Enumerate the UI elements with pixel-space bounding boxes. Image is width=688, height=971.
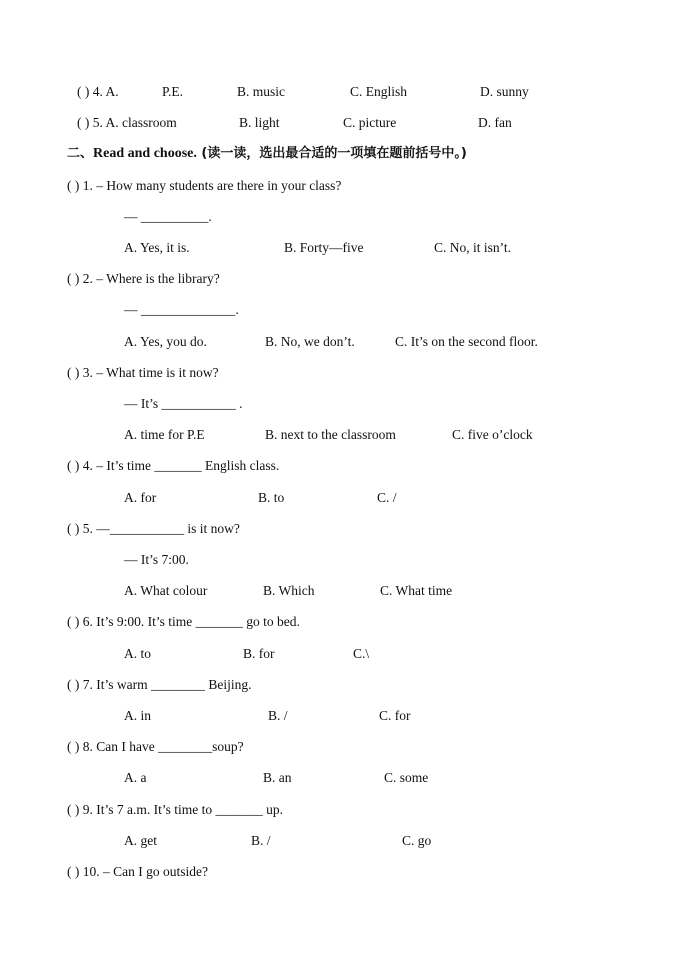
p1-q5-option-b: B. light: [239, 115, 280, 130]
q2-option-b: B. No, we don’t.: [265, 334, 355, 349]
q8-stem: ( ) 8. Can I have ________soup?: [67, 739, 244, 754]
section-2-heading: [67, 145, 467, 163]
q1-option-c: C. No, it isn’t.: [434, 240, 512, 255]
q3-option-c: C. five o’clock: [452, 427, 533, 442]
q3-answer-line: — It’s ___________ .: [124, 396, 243, 411]
p1-q4-option-a: P.E.: [162, 84, 184, 99]
p1-q5-number: ( ) 5. A. classroom: [77, 115, 177, 130]
q2-answer-line: — ______________.: [124, 302, 239, 317]
q9-option-a: A. get: [124, 833, 157, 848]
q2-option-c: C. It’s on the second floor.: [395, 334, 538, 349]
p1-q4-option-c: C. English: [350, 84, 408, 99]
q9-stem: ( ) 9. It’s 7 a.m. It’s time to _______ up.: [67, 802, 283, 817]
p1-q5-option-c: C. picture: [343, 115, 397, 130]
q9-option-b: B. /: [251, 833, 271, 848]
q2-option-a: A. Yes, you do.: [124, 334, 207, 349]
q8-option-c: C. some: [384, 770, 429, 785]
q6-stem: ( ) 6. It’s 9:00. It’s time _______ go to bed.: [67, 614, 300, 629]
q7-option-a: A. in: [124, 708, 151, 723]
q1-option-b: B. Forty—five: [284, 240, 364, 255]
q5-stem: ( ) 5. —___________ is it now?: [67, 521, 240, 536]
q4-stem: ( ) 4. – It’s time _______ English class.: [67, 458, 280, 473]
q7-option-b: B. /: [268, 708, 288, 723]
p1-q4-option-b: B. music: [237, 84, 286, 99]
q10-stem: ( ) 10. – Can I go outside?: [67, 864, 208, 879]
q3-option-a: A. time for P.E: [124, 427, 205, 442]
section-2-title-en: Read and choose.: [93, 146, 197, 161]
q5-option-b: B. Which: [263, 583, 315, 598]
q8-option-a: A. a: [124, 770, 147, 785]
p1-q5-option-d: D. fan: [478, 115, 512, 130]
section-2-prefix: 二、: [67, 146, 94, 161]
q6-option-b: B. for: [243, 646, 275, 661]
q7-option-c: C. for: [379, 708, 411, 723]
q1-stem: ( ) 1. – How many students are there in your class?: [67, 178, 342, 193]
q3-stem: ( ) 3. – What time is it now?: [67, 365, 219, 380]
q9-option-c: C. go: [402, 833, 432, 848]
q3-option-b: B. next to the classroom: [265, 427, 396, 442]
section-2-title-cn: (读一读，选出最合适的一项填在题前括号中。): [196, 146, 467, 161]
q4-option-c: C. /: [377, 490, 397, 505]
q7-stem: ( ) 7. It’s warm ________ Beijing.: [67, 677, 252, 692]
q5-answer-line: — It’s 7:00.: [124, 552, 189, 567]
q1-answer-line: — __________.: [124, 209, 212, 224]
p1-q4-number: ( ) 4. A.: [77, 84, 119, 99]
q2-stem: ( ) 2. – Where is the library?: [67, 271, 220, 286]
q1-option-a: A. Yes, it is.: [124, 240, 190, 255]
q5-option-a: A. What colour: [124, 583, 208, 598]
q4-option-a: A. for: [124, 490, 157, 505]
p1-q4-option-d: D. sunny: [480, 84, 529, 99]
q8-option-b: B. an: [263, 770, 292, 785]
q6-option-c: C.\: [353, 646, 370, 661]
q5-option-c: C. What time: [380, 583, 453, 598]
q6-option-a: A. to: [124, 646, 151, 661]
q4-option-b: B. to: [258, 490, 285, 505]
